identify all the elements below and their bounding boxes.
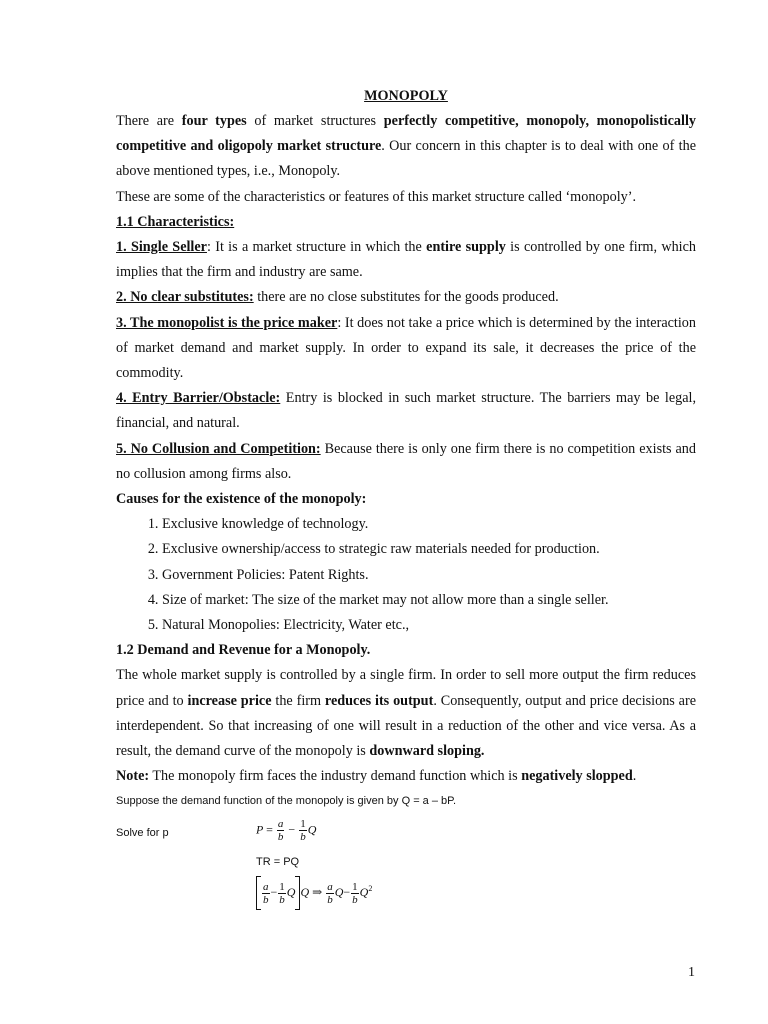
- characteristic-item: [116, 386, 696, 436]
- numerator: a: [263, 880, 269, 893]
- intro-text: of market structures: [246, 113, 384, 129]
- list-item: 1. Exclusive knowledge of technology.: [162, 512, 696, 537]
- demand-text: the firm: [271, 692, 325, 709]
- list-item: 3. Government Policies: Patent Rights.: [162, 563, 696, 588]
- note-label: Note:: [116, 768, 150, 785]
- characteristic-label: 5. No Collusion and Competition:: [116, 440, 321, 457]
- intro-text: There are: [116, 113, 182, 129]
- fraction: [351, 881, 359, 906]
- numerator: 1: [300, 818, 306, 831]
- denominator: b: [279, 893, 285, 906]
- section-heading-demand: 1.2 Demand and Revenue for a Monopoly.: [116, 642, 371, 659]
- equation-tr: [116, 872, 696, 920]
- math-symbol: Q: [334, 885, 344, 900]
- note-text: .: [632, 768, 637, 785]
- tr-equation: TR = PQ: [256, 856, 300, 869]
- bracket-left: [256, 876, 261, 910]
- causes-list: [116, 512, 696, 638]
- section-heading-characteristics: 1.1 Characteristics:: [116, 213, 235, 230]
- intro-line: These are some of the characteristics or features of this market structure called ‘monopoly’.: [116, 188, 636, 205]
- fraction: [262, 881, 270, 906]
- demand-bold: increase price: [187, 692, 272, 709]
- suppose-line: Suppose the demand function of the monopoly is given by Q = a – bP.: [116, 795, 457, 808]
- characteristic-text: Entry is blocked in such market structure. The barriers may be legal, financial, and natural.: [116, 390, 696, 432]
- demand-text: . Consequently, output and price decisions are interdependent. So that increasing of one will result in a reduction of the other and vice versa. As a result, the demand curve of the monopoly is: [116, 692, 697, 760]
- math-symbol: −: [270, 885, 278, 900]
- note-paragraph: [116, 764, 696, 789]
- characteristic-label: 1. Single Seller: [116, 239, 207, 256]
- math-symbol: Q: [286, 885, 296, 900]
- demand-paragraph: [116, 663, 696, 764]
- intro-paragraph: [116, 109, 696, 185]
- exponent: 2: [368, 884, 373, 894]
- document-page: [116, 84, 696, 920]
- note-bold: negatively slopped: [521, 768, 633, 785]
- characteristic-bold: entire supply: [426, 239, 506, 256]
- note-text: The monopoly firm faces the industry demand function which is: [149, 768, 522, 785]
- characteristic-text: there are no close substitutes for the goods produced.: [253, 289, 559, 306]
- characteristic-item: [116, 285, 696, 310]
- demand-bold: downward sloping.: [369, 743, 485, 760]
- characteristic-text: Because there is only one firm there is no competition exists and no collusion among firms also.: [116, 440, 696, 482]
- fraction: [299, 818, 307, 843]
- characteristic-label: 2. No clear substitutes:: [116, 289, 254, 306]
- numerator: 1: [279, 880, 285, 893]
- list-item: 4. Size of market: The size of the market may not allow more than a single seller.: [162, 588, 696, 613]
- denominator: b: [277, 831, 284, 844]
- characteristic-text: : It does not take a price which is determined by the interaction of market demand and market supply. In order to expand its sale, it decreases the price of the commodity.: [116, 314, 696, 382]
- math-symbol: P: [256, 822, 264, 837]
- demand-text: The whole market supply is controlled by a single firm. In order to sell more output the firm reduces price and to: [116, 667, 696, 709]
- math-symbol: Q: [359, 885, 369, 900]
- fraction: [326, 881, 334, 906]
- solve-row: [116, 814, 696, 854]
- characteristic-text: : It is a market structure in which the: [206, 239, 427, 256]
- intro-bold: perfectly competitive, monopoly, monopolistically competitive and oligopoly market structure: [116, 113, 696, 155]
- implies-arrow: ⇒: [312, 885, 323, 900]
- characteristic-text: is controlled by one firm, which implies that the firm and industry are same.: [116, 239, 696, 281]
- numerator: a: [327, 880, 333, 893]
- intro-text: . Our concern in this chapter is to deal with one of the above mentioned types, i.e., Monopoly.: [116, 138, 696, 180]
- equation-p: [256, 818, 316, 843]
- characteristic-item: [116, 437, 696, 487]
- demand-bold: reduces its output: [324, 692, 434, 709]
- denominator: b: [352, 893, 358, 906]
- math-symbol: −: [343, 885, 351, 900]
- fraction: [277, 818, 285, 843]
- characteristic-item: [116, 311, 696, 387]
- numerator: a: [277, 818, 284, 831]
- math-symbol: −: [288, 822, 296, 837]
- list-item: 2. Exclusive ownership/access to strategic raw materials needed for production.: [162, 537, 696, 562]
- denominator: b: [263, 893, 269, 906]
- page-title: MONOPOLY: [364, 88, 448, 104]
- list-item: 5. Natural Monopolies: Electricity, Water etc.,: [162, 613, 696, 638]
- fraction: [278, 881, 286, 906]
- page-number: 1: [688, 965, 695, 980]
- numerator: 1: [352, 880, 358, 893]
- characteristic-label: 3. The monopolist is the price maker: [116, 314, 338, 331]
- causes-heading: Causes for the existence of the monopoly:: [116, 491, 367, 508]
- math-symbol: =: [266, 822, 273, 837]
- characteristic-label: 4. Entry Barrier/Obstacle:: [116, 390, 281, 407]
- solve-label: Solve for p: [116, 827, 169, 840]
- math-symbol: Q: [307, 822, 317, 837]
- math-symbol: Q: [300, 885, 310, 900]
- denominator: b: [300, 831, 306, 844]
- intro-bold: four types: [181, 113, 247, 129]
- denominator: b: [327, 893, 333, 906]
- characteristic-item: [116, 235, 696, 285]
